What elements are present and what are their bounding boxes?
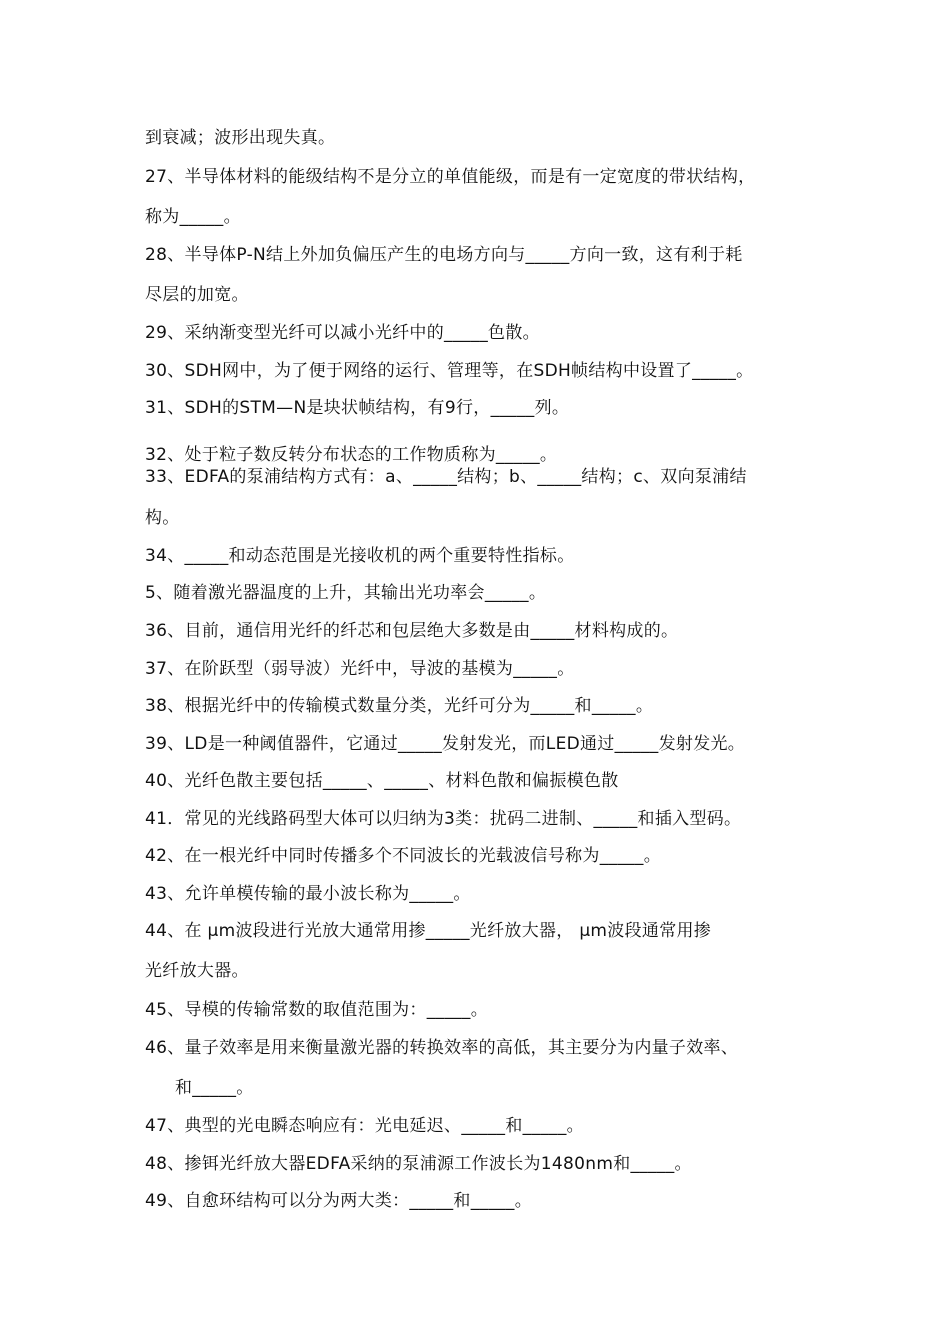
question-28-line-2: 尽层的加宽。 — [145, 285, 249, 305]
question-46-line-2: 和_____。 — [175, 1078, 254, 1098]
question-42: 42、在一根光纤中同时传播多个不同波长的光载波信号称为_____。 — [145, 846, 662, 866]
question-46-line-1: 46、量子效率是用来衡量激光器的转换效率的高低，其主要分为内量子效率、 — [145, 1038, 739, 1058]
question-34: 34、_____和动态范围是光接收机的两个重要特性指标。 — [145, 546, 575, 566]
question-31: 31、SDH的STM—N是块状帧结构，有9行，_____列。 — [145, 398, 570, 418]
question-37: 37、在阶跃型（弱导波）光纤中，导波的基模为_____。 — [145, 659, 575, 679]
text-line: 到衰减；波形出现失真。 — [145, 128, 336, 148]
question-27-line-2: 称为_____。 — [145, 207, 241, 227]
question-44-line-1: 44、在 μm波段进行光放大通常用掺_____光纤放大器， μm波段通常用掺 — [145, 921, 712, 941]
question-39: 39、LD是一种阈值器件，它通过_____发射发光，而LED通过_____发射发光。 — [145, 734, 746, 754]
question-36: 36、目前，通信用光纤的纤芯和包层绝大多数是由_____材料构成的。 — [145, 621, 679, 641]
question-45: 45、导模的传输常数的取值范围为：_____。 — [145, 1000, 489, 1020]
question-38: 38、根据光纤中的传输模式数量分类，光纤可分为_____和_____。 — [145, 696, 654, 716]
question-32: 32、处于粒子数反转分布状态的工作物质称为_____。 — [145, 445, 558, 465]
question-27-line-1: 27、半导体材料的能级结构不是分立的单值能级，而是有一定宽度的带状结构， — [145, 167, 756, 187]
question-29: 29、采纳渐变型光纤可以减小光纤中的_____色散。 — [145, 323, 540, 343]
question-43: 43、允许单模传输的最小波长称为_____。 — [145, 884, 471, 904]
question-33-line-1: 33、EDFA的泵浦结构方式有：a、_____结构；b、_____结构；c、双向泵浦结 — [145, 467, 747, 487]
question-33-line-2: 构。 — [145, 508, 180, 528]
question-44-line-2: 光纤放大器。 — [145, 961, 249, 981]
question-35: 5、随着激光器温度的上升，其输出光功率会_____。 — [145, 583, 547, 603]
question-47: 47、典型的光电瞬态响应有：光电延迟、_____和_____。 — [145, 1116, 584, 1136]
question-40: 40、光纤色散主要包括_____、_____、材料色散和偏振模色散 — [145, 771, 619, 791]
question-48: 48、掺铒光纤放大器EDFA采纳的泵浦源工作波长为1480nm和_____。 — [145, 1154, 692, 1174]
question-49: 49、自愈环结构可以分为两大类：_____和_____。 — [145, 1191, 533, 1211]
question-30: 30、SDH网中，为了便于网络的运行、管理等，在SDH帧结构中设置了_____。 — [145, 361, 754, 381]
question-41: 41．常见的光线路码型大体可以归纳为3类：扰码二进制、_____和插入型码。 — [145, 809, 742, 829]
question-28-line-1: 28、半导体P-N结上外加负偏压产生的电场方向与_____方向一致，这有利于耗 — [145, 245, 743, 265]
